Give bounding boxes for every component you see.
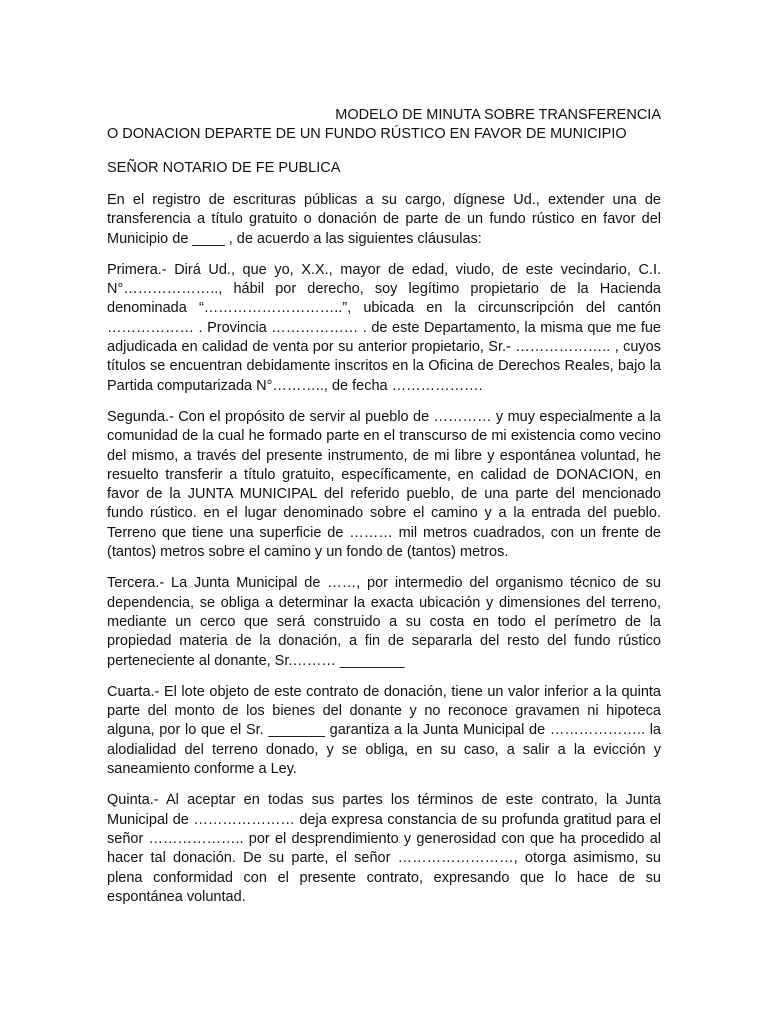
- paragraph-intro: En el registro de escrituras públicas a su cargo, dígnese Ud., extender una de transferencia a título gratuito o donación de parte de un fundo rústico en favor del Municipio de ____ , de acuerdo a las siguientes cláusulas:: [107, 192, 661, 247]
- paragraph-tercera: Tercera.- La Junta Municipal de ……, por intermedio del organismo técnico de su dependencia, se obliga a determinar la exacta ubicación y dimensiones del terreno, mediante un cerco que será construido a su costa en todo el perímetro de la propiedad materia de la donación, a fin de separarla del resto del fundo rústico perteneciente al donante, Sr.……… ________: [107, 575, 661, 669]
- paragraph-quinta: Quinta.- Al aceptar en todas sus partes los términos de este contrato, la Junta Municipal de ………………… deja expresa constancia de su profunda gratitud para el señor ……………….. por el desprendimiento y generosidad con que ha procedido al hacer tal donación. De su parte, el señor ……………………, otorga asimismo, su plena conformidad con el presente contrato, expresando que lo hace de su espontánea voluntad.: [107, 792, 661, 905]
- document-title-line-1: MODELO DE MINUTA SOBRE TRANSFERENCIA: [335, 107, 661, 123]
- document-title-line-2: O DONACION DEPARTE DE UN FUNDO RÚSTICO EN FAVOR DE MUNICIPIO: [107, 126, 627, 142]
- paragraph-cuarta: Cuarta.- El lote objeto de este contrato de donación, tiene un valor inferior a la quinta parte del monto de los bienes del donante y no reconoce gravamen ni hipoteca alguna, por lo que el Sr. _______ garantiza a la Junta Municipal de ……………….. la alodialidad del terreno donado, y se obliga, en su caso, a salir a la evicción y saneamiento conforme a Ley.: [107, 683, 661, 778]
- document-page: [107, 106, 661, 919]
- paragraph-segunda: Segunda.- Con el propósito de servir al pueblo de ………… y muy especialmente a la comunidad de la cual he formado parte en el transcurso de mi existencia como vecino del mismo, a través del presente instrumento, de mi libre y espontánea voluntad, he resuelto transferir a título gratuito, específicamente, en calidad de DONACION, en favor de la JUNTA MUNICIPAL del referido pueblo, de una parte del mencionado fundo rústico. en el lugar denominado sobre el camino y a la entrada del pueblo. Terreno que tiene una superficie de ……… mil metros cuadrados, con un frente de (tantos) metros sobre el camino y un fondo de (tantos) metros.: [107, 408, 661, 561]
- salutation: SEÑOR NOTARIO DE FE PUBLICA: [107, 160, 341, 176]
- paragraph-primera: Primera.- Dirá Ud., que yo, X.X., mayor de edad, viudo, de este vecindario, C.I. N°……………….., hábil por derecho, soy legítimo propietario de la Hacienda denominada “………………………..”, ubicada en la circunscripción del cantón ……………… . Provincia ……………… . de este Departamento, la misma que me fue adjudicada en calidad de venta por su anterior propietario, Sr.- ……………….. , cuyos títulos se encuentran debidamente inscritos en la Oficina de Derechos Reales, bajo la Partida computarizada N°……….., de fecha ……………….: [107, 261, 661, 394]
